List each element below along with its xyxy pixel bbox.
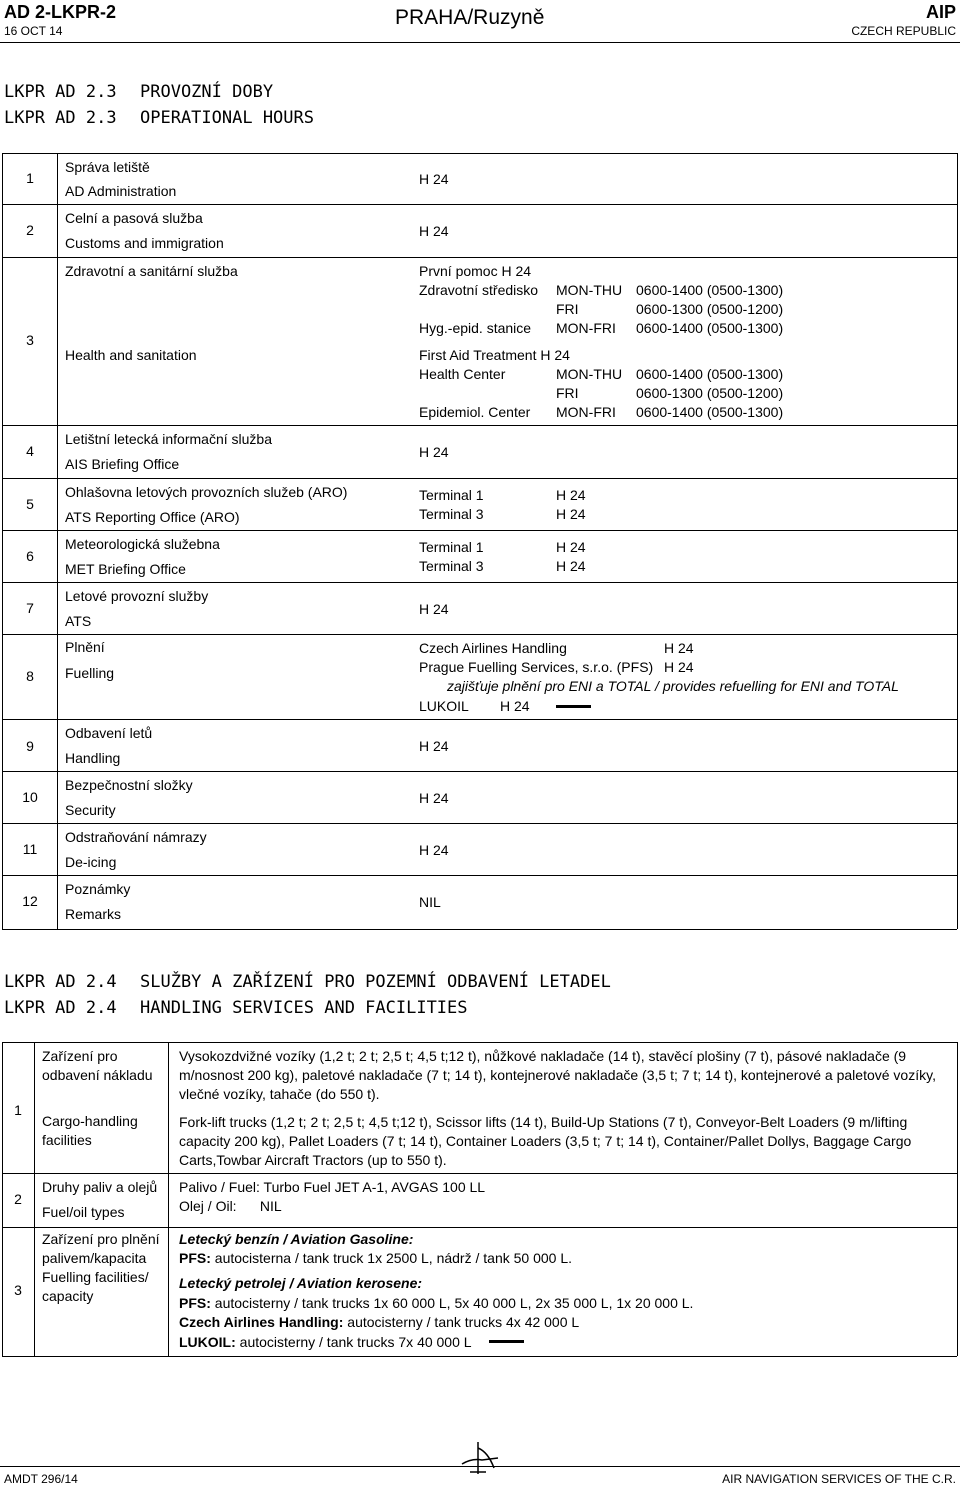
- row-number: 3: [14, 1282, 22, 1298]
- health-line-hours: 0600-1300 (0500-1200): [636, 301, 784, 317]
- table-rule: [2, 929, 957, 930]
- health-line-name: Health Center: [419, 366, 506, 382]
- table-rule: [957, 153, 958, 929]
- section-hours-code-en: LKPR AD 2.3: [4, 108, 117, 128]
- footer-publisher: AIR NAVIGATION SERVICES OF THE C.R.: [722, 1472, 956, 1486]
- health-line-day: MON-THU: [556, 282, 623, 298]
- row-number: 6: [26, 548, 34, 564]
- row-label-cz: Plnění: [65, 639, 105, 655]
- row-number: 1: [14, 1102, 22, 1118]
- row-number: 5: [26, 496, 34, 512]
- table-rule: [2, 823, 957, 824]
- fuelling-provider: Prague Fuelling Services, s.r.o. (PFS): [419, 659, 654, 675]
- row-number: 12: [22, 893, 38, 909]
- section-hours-code-cz: LKPR AD 2.3: [4, 82, 117, 102]
- section-handling-title-cz: SLUŽBY A ZAŘÍZENÍ PRO POZEMNÍ ODBAVENÍ LETADEL: [140, 972, 611, 992]
- row-label-cz: Poznámky: [65, 881, 131, 897]
- header-date: 16 OCT 14: [4, 24, 63, 38]
- pfs-label: PFS:: [179, 1295, 211, 1311]
- row-label-cz: Správa letiště: [65, 159, 150, 175]
- table-rule: [2, 582, 957, 583]
- row-label-en: ATS Reporting Office (ARO): [65, 509, 240, 525]
- csa-kerosene-line: [179, 1313, 579, 1332]
- terminal-name: Terminal 3: [419, 558, 484, 574]
- row-label-en: AIS Briefing Office: [65, 456, 180, 472]
- row-number: 2: [26, 222, 34, 238]
- table-rule: [2, 1227, 957, 1228]
- row-label-en: Remarks: [65, 906, 122, 922]
- health-line-hours: 0600-1300 (0500-1200): [636, 385, 784, 401]
- row-number: 11: [22, 841, 38, 857]
- section-hours-title-en: OPERATIONAL HOURS: [140, 108, 314, 128]
- oil-types: Olej / Oil: NIL: [179, 1198, 282, 1214]
- footer-amendment: AMDT 296/14: [4, 1472, 78, 1486]
- amendment-bar: [489, 1340, 524, 1343]
- terminal-name: Terminal 1: [419, 539, 484, 555]
- fuelling-hours: H 24: [500, 698, 530, 714]
- row-number: 2: [14, 1191, 22, 1207]
- terminal-hours: H 24: [556, 539, 586, 555]
- cargo-description-en: Fork-lift trucks (1,2 t; 2 t; 2,5 t; 4,5 t;12 t), Scissor lifts (14 t), Build-Up Stations (7 t), Conveyor-Belt Loaders (9 m/lifting capacity 200 kg), Pallet Loaders (7 t; 14 t), Container Loaders (3,5 t; 7 t; 14 t), Container/Pallet Dollys, Baggage Cargo Carts,Towbar Aircraft Tractors (up to 550 t).: [179, 1114, 912, 1168]
- row-value: H 24: [419, 601, 449, 617]
- fuel-types: Palivo / Fuel: Turbo Fuel JET A-1, AVGAS 100 LL: [179, 1179, 486, 1195]
- csa-kerosene-text: autocisterny / tank trucks 4x 42 000 L: [347, 1314, 580, 1330]
- row-number: 7: [26, 600, 34, 616]
- row-label-en: Health and sanitation: [65, 347, 197, 363]
- health-line-name: Zdravotní středisko: [419, 282, 539, 298]
- table-rule: [2, 1173, 957, 1174]
- lukoil-kerosene-text: autocisterny / tank trucks 7x 40 000 L: [239, 1334, 472, 1350]
- table-rule: [2, 771, 957, 772]
- health-line-day: MON-FRI: [556, 404, 616, 420]
- section-handling-code-en: LKPR AD 2.4: [4, 998, 117, 1018]
- row-label-cz: Odbavení letů: [65, 725, 153, 741]
- terminal-hours: H 24: [556, 558, 586, 574]
- header-country: CZECH REPUBLIC: [851, 24, 956, 38]
- fuelling-provider: Czech Airlines Handling: [419, 640, 567, 656]
- row-label-cz: Letové provozní služby: [65, 588, 209, 604]
- row-number: 1: [26, 170, 34, 186]
- health-line-day: MON-THU: [556, 366, 623, 382]
- row-value: H 24: [419, 790, 449, 806]
- row-label-cz: Celní a pasová služba: [65, 210, 203, 226]
- health-line-day: FRI: [556, 301, 579, 317]
- row-label-cz: Bezpečnostní složky: [65, 777, 193, 793]
- health-line-hours: 0600-1400 (0500-1300): [636, 366, 784, 382]
- aviation-kerosene-title: Letecký petrolej / Aviation kerosene:: [179, 1275, 423, 1291]
- terminal-name: Terminal 1: [419, 487, 484, 503]
- table-rule: [168, 1042, 169, 1356]
- row-label-en: Handling: [65, 750, 121, 766]
- table-rule: [2, 257, 957, 258]
- ans-logo-icon: [458, 1438, 502, 1478]
- section-hours-title-cz: PROVOZNÍ DOBY: [140, 82, 274, 102]
- fuelling-hours: H 24: [664, 659, 694, 675]
- pfs-label: PFS:: [179, 1250, 211, 1266]
- row-label-cz: Meteorologická služebna: [65, 536, 220, 552]
- section-handling-code-cz: LKPR AD 2.4: [4, 972, 117, 992]
- row-label-cz: Zařízení pro odbavení nákladu: [42, 1048, 153, 1083]
- health-line-name: Epidemiol. Center: [419, 404, 531, 420]
- row-number: 9: [26, 738, 34, 754]
- footer-rule: [0, 1466, 960, 1467]
- row-value: NIL: [419, 894, 441, 910]
- section-handling-title-en: HANDLING SERVICES AND FACILITIES: [140, 998, 468, 1018]
- row-label-en: Security: [65, 802, 116, 818]
- pfs-kerosene-line: [179, 1294, 693, 1313]
- row-value: H 24: [419, 444, 449, 460]
- row-number: 4: [26, 443, 34, 459]
- row-label-en: Fuel/oil types: [42, 1204, 125, 1220]
- terminal-hours: H 24: [556, 506, 586, 522]
- row-label-en: Customs and immigration: [65, 235, 224, 251]
- header-rule: [0, 42, 960, 43]
- row-label-cz: Druhy paliv a olejů: [42, 1179, 158, 1195]
- pfs-gasoline-line: [179, 1249, 572, 1268]
- row-label-en: Fuelling: [65, 665, 115, 681]
- table-rule: [2, 1042, 957, 1043]
- lukoil-label: LUKOIL:: [179, 1334, 236, 1350]
- fuelling-note: zajišťuje plnění pro ENI a TOTAL / provides refuelling for ENI and TOTAL: [447, 678, 899, 694]
- row-label-en: De-icing: [65, 854, 117, 870]
- row-label-en: MET Briefing Office: [65, 561, 186, 577]
- health-line-hours: 0600-1400 (0500-1300): [636, 404, 784, 420]
- row-value: H 24: [419, 171, 449, 187]
- table-rule: [2, 153, 957, 154]
- pfs-gasoline-text: autocisterna / tank truck 1x 2500 L, nádrž / tank 50 000 L.: [214, 1250, 572, 1266]
- health-line-hours: 0600-1400 (0500-1300): [636, 320, 784, 336]
- row-label-en: ATS: [65, 613, 92, 629]
- table-rule: [2, 875, 957, 876]
- terminal-name: Terminal 3: [419, 506, 484, 522]
- health-line-hours: 0600-1400 (0500-1300): [636, 282, 784, 298]
- table-rule: [2, 634, 957, 635]
- table-rule: [2, 1356, 957, 1357]
- row-label-cz: Ohlašovna letových provozních služeb (ARO): [65, 484, 348, 500]
- row-label: Zařízení pro plnění palivem/kapacita Fuelling facilities/ capacity: [42, 1231, 160, 1304]
- header-aip: AIP: [925, 2, 956, 22]
- row-number: 3: [26, 332, 34, 348]
- health-line-name: Hyg.-epid. stanice: [419, 320, 532, 336]
- row-label-en: AD Administration: [65, 183, 177, 199]
- health-line-day: FRI: [556, 385, 579, 401]
- fuelling-provider: LUKOIL: [419, 698, 469, 714]
- row-label-cz: Odstraňování námrazy: [65, 829, 207, 845]
- table-rule: [957, 1042, 958, 1356]
- header-document-id: AD 2-LKPR-2: [4, 2, 117, 22]
- row-number: 8: [26, 668, 34, 684]
- row-value: H 24: [419, 223, 449, 239]
- aviation-gasoline-title: Letecký benzín / Aviation Gasoline:: [179, 1231, 414, 1247]
- row-label-cz: Letištní letecká informační služba: [65, 431, 272, 447]
- table-rule: [2, 153, 3, 929]
- fuelling-hours: H 24: [664, 640, 694, 656]
- health-line-name: First Aid Treatment H 24: [419, 347, 570, 363]
- row-number: 10: [22, 789, 38, 805]
- table-rule: [2, 478, 957, 479]
- health-line-day: MON-FRI: [556, 320, 616, 336]
- table-rule: [2, 719, 957, 720]
- header-aerodrome-name: PRAHA/Ruzyně: [395, 6, 545, 29]
- row-label-en: Cargo-handling facilities: [42, 1113, 138, 1148]
- row-label-cz: Zdravotní a sanitární služba: [65, 263, 238, 279]
- table-rule: [57, 153, 58, 929]
- lukoil-kerosene-line: [179, 1333, 472, 1352]
- row-value: H 24: [419, 842, 449, 858]
- amendment-bar: [556, 705, 591, 708]
- table-rule: [2, 204, 957, 205]
- terminal-hours: H 24: [556, 487, 586, 503]
- table-rule: [34, 1042, 35, 1356]
- table-rule: [2, 530, 957, 531]
- table-rule: [2, 425, 957, 426]
- pfs-kerosene-text: autocisterny / tank trucks 1x 60 000 L, 5x 40 000 L, 2x 35 000 L, 1x 20 000 L.: [214, 1295, 694, 1311]
- cargo-description-cz: Vysokozdvižné vozíky (1,2 t; 2 t; 2,5 t; 4,5 t;12 t), nůžkové nakladače (14 t), stavěcí plošiny (7 t), pásové nakladače (9 m/nosnost 200 kg), paletové nakladače (7 t; 14 t), kontejnerové nakladače (3,5 t; 7 t; 14 t), kontejnerové a paletové vozíky, vlečné vozíky, tahače (do 550 t).: [179, 1048, 936, 1102]
- table-rule: [2, 1042, 3, 1356]
- health-line-name: První pomoc H 24: [419, 263, 532, 279]
- csa-label: Czech Airlines Handling:: [179, 1314, 344, 1330]
- row-value: H 24: [419, 738, 449, 754]
